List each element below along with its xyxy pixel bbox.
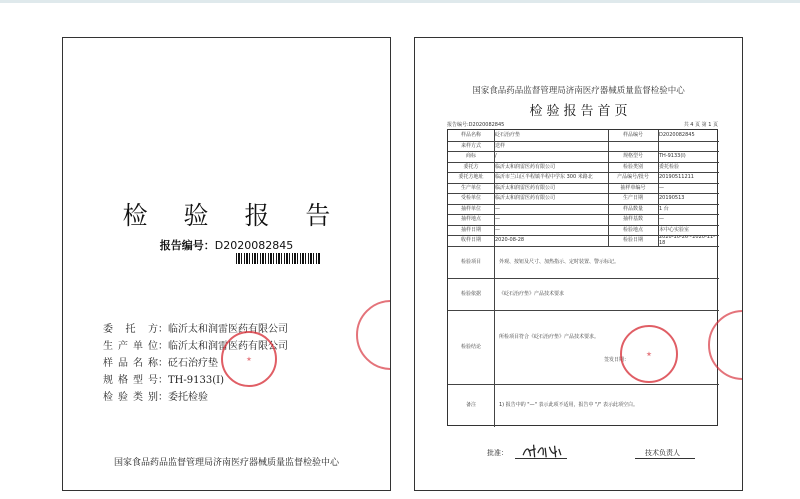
table-cell-value: 20190511211	[659, 174, 694, 181]
table-cell-value: —	[659, 184, 664, 191]
signature-row	[447, 448, 718, 464]
table-cell-value	[658, 141, 719, 152]
tech-lead-label: 技术负责人	[645, 449, 680, 457]
table-section-label: 检验项目	[460, 258, 481, 265]
report-table	[447, 129, 718, 426]
table-cell-value: 本中心实验室	[659, 226, 690, 233]
table-cell-value: 临沂太和润雷医药有限公司	[495, 184, 556, 191]
cover-field-value: TH-9133(I)	[168, 375, 224, 386]
table-cell-label: 商标	[465, 153, 476, 160]
table-cell-label: 检验类别	[622, 163, 643, 170]
table-cell-value: D2020082845	[659, 132, 695, 139]
table-cell-value: 临沂市兰山区半程镇半程中学东 300 米路北	[495, 174, 593, 181]
approver-label: 批准：	[487, 449, 508, 457]
cover-field-row: 规格型号 ： TH-9133(I)	[103, 372, 373, 389]
table-cell-label	[608, 141, 658, 152]
cover-field-label: 样品名称	[103, 358, 158, 369]
cover-report-number	[63, 237, 390, 253]
table-cell-value: 2020-08-28	[495, 237, 525, 244]
report-first-page	[414, 37, 743, 491]
page-indicator: 共 4 页 第 1 页	[683, 122, 718, 128]
issue-date-label: 签发日期：	[604, 356, 630, 363]
first-page-org: 国家食品药品监督管理局济南医疗器械质量监督检验中心	[472, 86, 685, 96]
first-page-report-number: 报告编号:D2020082845	[447, 122, 505, 128]
cover-field-value: 委托检验	[168, 392, 208, 403]
table-cell-label: 抽样日期	[460, 226, 481, 233]
cover-footer-org: 国家食品药品监督管理局济南医疗器械质量监督检验中心	[113, 458, 339, 468]
table-col-line	[658, 130, 659, 246]
first-page-title: 检验报告首页	[529, 104, 632, 119]
cover-title: 检 验 报 告	[122, 201, 345, 230]
table-cell-label: 样品数量	[622, 205, 643, 212]
table-section-label: 检验结论	[460, 343, 481, 350]
table-cell-value: 1 台	[659, 205, 669, 212]
first-page-meta	[447, 121, 718, 128]
table-cell-label: 生产日期	[622, 195, 643, 202]
tech-lead-underline	[635, 458, 695, 459]
table-section-value: 所检项目符合《砭石治疗垫》产品技术要求。	[499, 333, 600, 340]
table-cell-value: TH-9133(I)	[659, 153, 686, 160]
cover-field-label: 检验类别	[103, 392, 158, 403]
table-section-value: 1) 报告中的 "—" 表示此项不适用，报告中 "/" 表示此项空白。	[499, 402, 638, 409]
table-section-label: 备注	[465, 402, 476, 409]
table-cell-label: 抽样基数	[622, 216, 643, 223]
table-section-value: 《砭石治疗垫》产品技术要求	[499, 290, 565, 297]
official-seal-icon	[620, 325, 678, 383]
table-cell-value: 20190513	[659, 195, 685, 202]
table-cell-value: 临沂太和润雷医药有限公司	[495, 163, 556, 170]
report-cover-page	[62, 37, 391, 491]
table-cell-label: 抽样单编号	[620, 184, 646, 191]
table-cell-label: 抽样单位	[460, 205, 481, 212]
table-col-line	[608, 130, 609, 246]
cover-field-row: 检验类别 ： 委托检验	[103, 389, 373, 406]
cover-field-label: 生产单位	[103, 341, 158, 352]
top-divider	[0, 0, 800, 3]
official-seal-icon	[221, 331, 277, 387]
table-cell-label: 样品名称	[460, 132, 481, 139]
table-cell-label: 委托方	[463, 163, 479, 170]
table-cell-label: 规格型号	[622, 153, 643, 160]
table-cell-label: 生产单位	[460, 184, 481, 191]
table-cell-value: 砭石治疗垫	[495, 132, 521, 139]
table-col-line	[494, 130, 495, 427]
table-cell-label: 委托方地址	[458, 174, 484, 181]
cover-field-value: 临沂太和润雷医药有限公司	[168, 341, 288, 352]
table-cell-label: 抽样地点	[460, 216, 481, 223]
table-section-label: 检验依据	[460, 290, 481, 297]
report-number-label: 报告编号：	[159, 239, 215, 252]
cover-field-row: 生产单位 ： 临沂太和润雷医药有限公司	[103, 338, 373, 355]
table-cell-label: 检验日期	[622, 237, 643, 244]
cover-field-label: 委托方	[103, 324, 158, 335]
table-cell-value: 送样	[495, 142, 506, 149]
table-cell-label: 来样方式	[460, 142, 481, 149]
table-section-value: 外观、按钮及尺寸、加热指示、定时装置、警示标记。	[499, 258, 620, 265]
seam-seal-icon	[370, 300, 391, 366]
table-cell-value: /	[495, 153, 497, 160]
cover-field-row: 样品名称 ： 砭石治疗垫	[103, 355, 373, 372]
cover-field-value: 砭石治疗垫	[168, 358, 218, 369]
table-cell-value: —	[659, 216, 664, 223]
table-cell-value: —	[495, 216, 500, 223]
table-cell-label: 收样日期	[460, 237, 481, 244]
cover-field-row: 委托方 ： 临沂太和润雷医药有限公司	[103, 321, 373, 338]
table-cell-label: 样品编号	[622, 132, 643, 139]
barcode-image	[236, 253, 321, 264]
approver-underline	[515, 458, 567, 459]
report-number-value: D2020082845	[214, 239, 294, 252]
table-cell-label: 产品编号/批号	[617, 174, 649, 181]
cover-field-value: 临沂太和润雷医药有限公司	[168, 324, 288, 335]
table-cell-label: 检验地点	[622, 226, 643, 233]
cover-field-label: 规格型号	[103, 375, 158, 386]
table-cell-value: 2020-10-26~2020-11-18	[659, 235, 715, 246]
table-cell-value: 委托检验	[659, 163, 680, 170]
table-cell-value: —	[495, 205, 500, 212]
table-cell-label: 受检单位	[460, 195, 481, 202]
table-cell-value: 临沂太和润雷医药有限公司	[495, 195, 556, 202]
seam-seal-icon	[722, 310, 743, 376]
table-cell-value: —	[495, 226, 500, 233]
